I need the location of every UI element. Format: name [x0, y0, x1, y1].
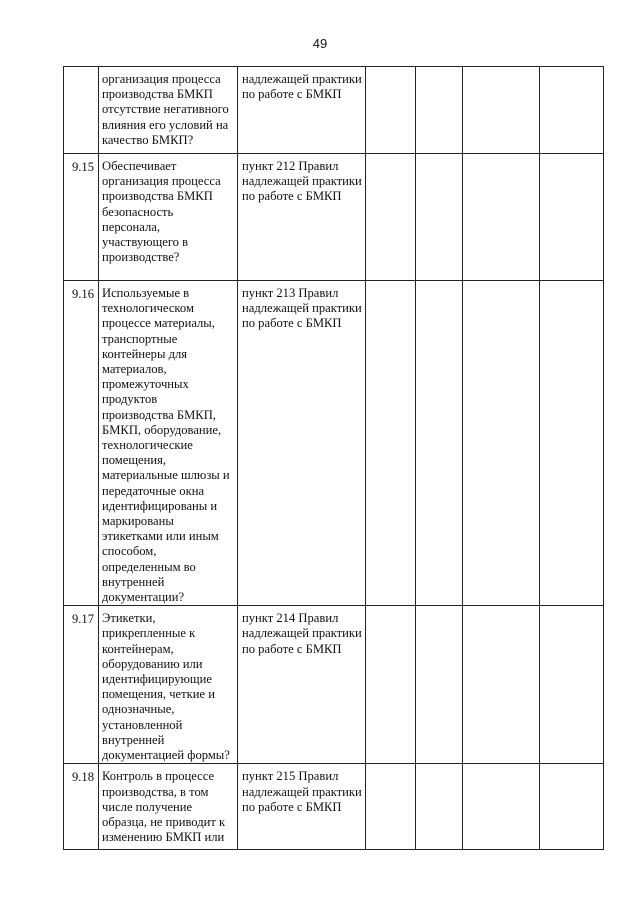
question-line: прикрепленные к	[102, 626, 196, 641]
item-number: 9.18	[64, 764, 99, 850]
answer-cell-no	[416, 67, 463, 154]
reference-line: пункт 212 Правил	[242, 159, 339, 173]
question-line: способом,	[102, 544, 157, 559]
question-line: качество БМКП?	[102, 132, 194, 147]
table-row	[64, 281, 604, 606]
regulation-reference	[238, 606, 366, 764]
question-line: производства, в том	[102, 784, 209, 799]
answer-cell-yes	[366, 154, 416, 281]
answer-cell-na	[463, 764, 540, 850]
question-line: продуктов	[102, 392, 158, 407]
item-number: 9.15	[64, 154, 99, 281]
question-line: идентифицированы и	[102, 498, 218, 513]
answer-cell-note	[540, 764, 604, 850]
answer-cell-na	[463, 606, 540, 764]
question-line: организация процесса	[102, 72, 221, 86]
question-line: производства БМКП	[102, 87, 213, 102]
requirement-question	[99, 764, 238, 850]
answer-cell-no	[416, 606, 463, 764]
requirement-question	[99, 154, 238, 281]
reference-line: пункт 215 Правил	[242, 769, 339, 784]
question-line: организация процесса	[102, 174, 221, 189]
question-line: процессе материалы,	[102, 316, 215, 331]
item-number	[64, 67, 99, 154]
question-line: определенным во	[102, 559, 196, 574]
answer-cell-na	[463, 67, 540, 154]
answer-cell-note	[540, 606, 604, 764]
table-row	[64, 67, 604, 154]
question-line: образца, не приводит к	[102, 814, 226, 829]
question-line: Этикетки,	[102, 611, 156, 626]
question-line: документации?	[102, 590, 185, 605]
reference-line: по работе с БМКП	[242, 189, 342, 204]
question-line: документацией формы?	[102, 748, 230, 763]
answer-cell-no	[416, 154, 463, 281]
question-line: участвующего в	[102, 235, 189, 250]
question-line: помещения,	[102, 453, 167, 468]
reference-line: надлежащей практики	[242, 174, 362, 189]
question-line: безопасность	[102, 204, 174, 219]
table-row	[64, 606, 604, 764]
question-line: установленной	[102, 717, 183, 732]
question-line: технологическом	[102, 301, 194, 316]
question-line: изменению БМКП или	[102, 830, 225, 845]
table-row	[64, 154, 604, 281]
regulation-reference	[238, 281, 366, 606]
regulation-reference	[238, 154, 366, 281]
question-line: персонала,	[102, 219, 160, 234]
question-line: передаточные окна	[102, 483, 205, 498]
question-line: отсутствие негативного	[102, 102, 229, 117]
item-number: 9.16	[64, 281, 99, 606]
reference-line: пункт 214 Правил	[242, 611, 339, 626]
item-number: 9.17	[64, 606, 99, 764]
answer-cell-no	[416, 764, 463, 850]
regulation-reference	[238, 764, 366, 850]
reference-line: пункт 213 Правил	[242, 286, 339, 300]
reference-line: надлежащей практики	[242, 626, 362, 641]
reference-line: по работе с БМКП	[242, 799, 342, 814]
question-line: производства БМКП	[102, 189, 213, 204]
reference-line: по работе с БМКП	[242, 641, 342, 656]
reference-line: надлежащей практики	[242, 784, 362, 799]
reference-line: надлежащей практики	[242, 301, 362, 316]
answer-cell-note	[540, 154, 604, 281]
question-line: Контроль в процессе	[102, 769, 215, 784]
requirement-question	[99, 67, 238, 154]
requirement-question	[99, 606, 238, 764]
question-line: влияния его условий на	[102, 117, 229, 132]
table-row	[64, 764, 604, 850]
question-line: Используемые в	[102, 286, 190, 300]
requirement-question	[99, 281, 238, 606]
reference-line: по работе с БМКП	[242, 87, 342, 102]
question-line: производства БМКП,	[102, 407, 216, 422]
checklist-table	[63, 66, 604, 850]
page-number: 49	[312, 36, 328, 51]
question-line: производстве?	[102, 250, 180, 265]
question-line: материалов,	[102, 362, 167, 377]
answer-cell-no	[416, 281, 463, 606]
answer-cell-note	[540, 281, 604, 606]
question-line: промежуточных	[102, 377, 189, 392]
question-line: маркированы	[102, 514, 174, 529]
question-line: контейнерам,	[102, 641, 174, 656]
answer-cell-yes	[366, 281, 416, 606]
regulation-reference	[238, 67, 366, 154]
reference-line: по работе с БМКП	[242, 316, 342, 331]
question-line: транспортные	[102, 331, 178, 346]
answer-cell-yes	[366, 606, 416, 764]
question-line: технологические	[102, 438, 193, 453]
question-line: контейнеры для	[102, 346, 188, 361]
question-line: оборудованию или	[102, 656, 203, 671]
answer-cell-yes	[366, 764, 416, 850]
question-line: идентифицирующие	[102, 672, 212, 687]
question-line: материальные шлюзы и	[102, 468, 230, 483]
answer-cell-note	[540, 67, 604, 154]
question-line: этикетками или иным	[102, 529, 219, 544]
question-line: внутренней	[102, 732, 165, 747]
answer-cell-na	[463, 281, 540, 606]
question-line: однозначные,	[102, 702, 175, 717]
reference-line: надлежащей практики	[242, 72, 362, 86]
question-line: помещения, четкие и	[102, 687, 215, 702]
answer-cell-yes	[366, 67, 416, 154]
question-line: внутренней	[102, 574, 165, 589]
question-line: числе получение	[102, 799, 193, 814]
question-line: Обеспечивает	[102, 159, 177, 173]
answer-cell-na	[463, 154, 540, 281]
question-line: БМКП, оборудование,	[102, 422, 222, 437]
